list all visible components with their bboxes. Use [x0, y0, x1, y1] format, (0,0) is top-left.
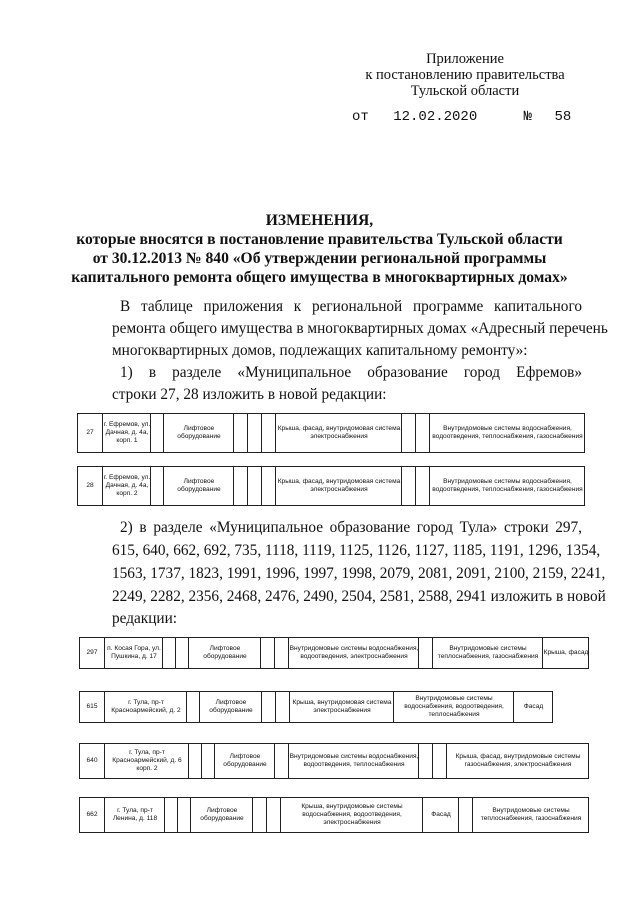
empty-cell	[274, 638, 289, 668]
appendix-header	[330, 51, 600, 99]
row-roof: Крыша, фасад, внутридомовые системы газоснабжения, электроснабжения	[446, 744, 589, 778]
row-address: п. Косая Гора, ул. Пушкина, д. 17	[104, 638, 163, 668]
empty-cell	[415, 467, 430, 505]
decree-date-line	[352, 109, 571, 125]
table-row	[77, 466, 585, 506]
row-lift: Лифтовое оборудование	[214, 744, 275, 778]
empty-cell	[247, 467, 262, 505]
empty-cell	[247, 414, 262, 452]
appendix-decree: к постановлению правительства	[365, 67, 565, 83]
empty-cell	[274, 744, 289, 778]
decree-date: 12.02.2020	[393, 109, 478, 125]
row-address: г. Тула, пр-т Ленина, д. 118	[104, 798, 165, 832]
table-row	[79, 743, 589, 779]
row-number: 662	[86, 811, 98, 818]
row-roof: Крыша, внутридомовая система электроснабжения	[289, 692, 394, 722]
empty-cell	[177, 798, 191, 832]
row-address: г. Ефремов, ул. Дачная, д. 4а, корп. 1	[102, 414, 151, 452]
row-address: г. Тула, пр-т Красноармейский, д. 6 корп. 2	[104, 744, 189, 778]
row-heat: Внутридомовые системы теплоснабжения, газоснабжения	[432, 638, 543, 668]
section2-line-5: редакции:	[112, 610, 178, 627]
empty-cell	[458, 798, 473, 832]
row-lift: Лифтовое оборудование	[190, 798, 253, 832]
row-number: 27	[86, 429, 94, 436]
row-lift: Лифтовое оборудование	[199, 692, 262, 722]
appendix-region: Тульской области	[410, 83, 520, 99]
empty-cell	[260, 638, 275, 668]
row-facade: Фасад	[422, 798, 459, 832]
empty-cell	[201, 744, 215, 778]
title-heading: ИЗМЕНЕНИЯ,	[265, 212, 374, 229]
empty-cell	[266, 798, 281, 832]
title-line-2: которые вносятся в постановление правительства Тульской области	[76, 231, 563, 248]
empty-cell	[418, 744, 433, 778]
empty-cell	[261, 414, 276, 452]
empty-cell	[233, 467, 248, 505]
empty-cell	[275, 692, 290, 722]
row-address: г. Ефремов, ул. Дачная, д. 4а, корп. 2	[102, 467, 151, 505]
appendix-label: Приложение	[426, 51, 504, 67]
row-internal: Внутридомовые системы водоснабжения, водоотведения, теплоснабжения	[393, 692, 514, 722]
empty-cell	[401, 467, 416, 505]
row-roof: Крыша, фасад, внутридомовая система электроснабжения	[275, 414, 402, 452]
empty-cell	[401, 414, 416, 452]
row-internal: Внутридомовые системы водоснабжения, водоотведения, теплоснабжения, газоснабжения	[429, 414, 585, 452]
date-prefix: от	[352, 109, 369, 125]
row-roof: Крыша, фасад	[542, 638, 589, 668]
section2-line-3: 1563, 1737, 1823, 1991, 1996, 1997, 1998, 2079, 2081, 2091, 2100, 2159, 2241,	[112, 565, 606, 582]
empty-cell	[150, 414, 164, 452]
row-heat: Внутридомовые системы теплоснабжения, газоснабжения	[472, 798, 589, 832]
row-number: 28	[86, 482, 94, 489]
table-row	[77, 413, 585, 453]
row-internal: Внутридомовые системы водоснабжения, водоотведения, электроснабжения	[288, 638, 419, 668]
empty-cell	[261, 692, 276, 722]
decree-number: 58	[554, 109, 572, 125]
row-lift: Лифтовое оборудование	[163, 467, 234, 505]
empty-cell	[261, 467, 276, 505]
empty-cell	[415, 414, 430, 452]
empty-cell	[252, 798, 267, 832]
empty-cell	[150, 467, 164, 505]
row-facade: Фасад	[513, 692, 553, 722]
title-line-3: от 30.12.2013 № 840 «Об утверждении региональной программы	[92, 250, 547, 267]
section1-line-2: строки 27, 28 изложить в новой редакции:	[112, 386, 387, 403]
row-internal: Внутридомовые системы водоснабжения, водоотведения, теплоснабжения	[288, 744, 419, 778]
row-lift: Лифтовое оборудование	[163, 414, 234, 452]
number-prefix: №	[523, 109, 533, 125]
row-address: г. Тула, пр-т Красноармейский, д. 2	[104, 692, 187, 722]
table-row	[79, 637, 589, 669]
section2-line-1: 2) в разделе «Муниципальное образование город Тула» строки 297,	[120, 519, 582, 536]
empty-cell	[233, 414, 248, 452]
section2-line-2: 615, 640, 662, 692, 735, 1118, 1119, 1125, 1126, 1127, 1185, 1191, 1296, 1354,	[112, 542, 601, 559]
row-number: 297	[86, 649, 98, 656]
row-roof: Крыша, фасад, внутридомовая система электроснабжения	[275, 467, 402, 505]
empty-cell	[164, 798, 178, 832]
table-row	[79, 691, 553, 723]
empty-cell	[162, 638, 176, 668]
row-lift: Лифтовое оборудование	[188, 638, 261, 668]
document-title	[0, 211, 639, 287]
table-row	[79, 797, 589, 833]
row-internal: Внутридомовые системы водоснабжения, водоотведения, теплоснабжения, газоснабжения	[429, 467, 585, 505]
empty-cell	[188, 744, 202, 778]
intro-line-2: ремонта общего имущества в многоквартирных домах «Адресный перечень	[112, 320, 608, 337]
row-roof: Крыша, внутридомовые системы водоснабжения, водоотведения, электроснабжения	[280, 798, 423, 832]
empty-cell	[418, 638, 433, 668]
intro-line-1: В таблице приложения к региональной программе капитального	[120, 298, 582, 315]
row-number: 615	[86, 703, 98, 710]
title-line-4: капитального ремонта общего имущества в многоквартирных домах»	[71, 269, 568, 286]
intro-line-3: многоквартирных домов, подлежащих капитальному ремонту»:	[112, 342, 528, 359]
empty-cell	[186, 692, 200, 722]
empty-cell	[175, 638, 189, 668]
row-number: 640	[86, 757, 98, 764]
section2-line-4: 2249, 2282, 2356, 2468, 2476, 2490, 2504, 2581, 2588, 2941 изложить в новой	[112, 588, 606, 605]
empty-cell	[432, 744, 447, 778]
section1-line-1: 1) в разделе «Муниципальное образование город Ефремов»	[120, 364, 582, 381]
